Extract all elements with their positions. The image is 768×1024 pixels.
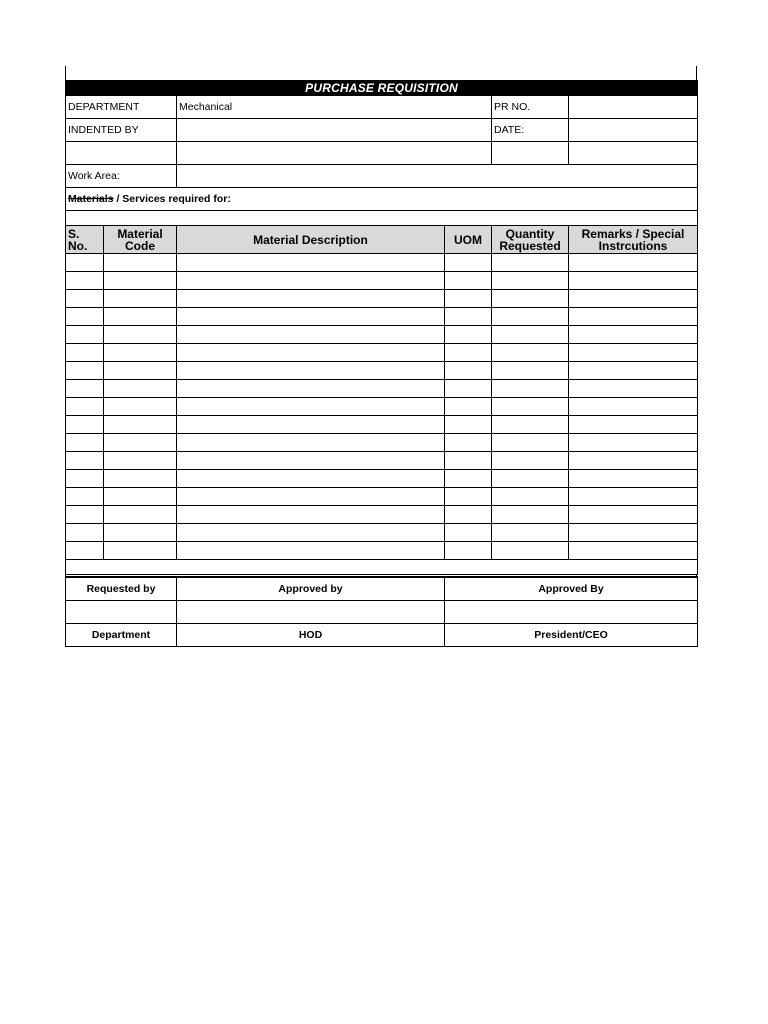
cell-qty[interactable] [492, 398, 569, 416]
cell-sno[interactable] [66, 398, 104, 416]
cell-remarks[interactable] [569, 398, 698, 416]
table-row [66, 542, 698, 560]
table-row [66, 470, 698, 488]
item-rows [66, 254, 698, 560]
cell-uom[interactable] [445, 488, 492, 506]
cell-desc[interactable] [177, 416, 445, 434]
cell-uom[interactable] [445, 362, 492, 380]
cell-uom[interactable] [445, 452, 492, 470]
approved-by-president-label: Approved By [445, 577, 698, 601]
cell-uom[interactable] [445, 524, 492, 542]
cell-uom[interactable] [445, 308, 492, 326]
work-area-label: Work Area: [66, 165, 177, 188]
cell-sno[interactable] [66, 488, 104, 506]
cell-uom[interactable] [445, 506, 492, 524]
cell-remarks[interactable] [569, 272, 698, 290]
blank-label-cell [66, 142, 177, 165]
cell-uom[interactable] [445, 470, 492, 488]
pr-no-field[interactable] [569, 96, 698, 119]
president-sign-label: President/CEO [445, 624, 698, 647]
signature-table [65, 576, 698, 647]
cell-remarks[interactable] [569, 506, 698, 524]
cell-code[interactable] [104, 380, 177, 398]
cell-desc[interactable] [177, 344, 445, 362]
services-required-label [66, 188, 698, 211]
cell-uom[interactable] [445, 290, 492, 308]
cell-remarks[interactable] [569, 434, 698, 452]
cell-code[interactable] [104, 488, 177, 506]
cell-remarks[interactable] [569, 308, 698, 326]
cell-sno[interactable] [66, 380, 104, 398]
cell-desc[interactable] [177, 524, 445, 542]
col-header-quantity: Quantity Requested [492, 226, 569, 254]
cell-code[interactable] [104, 308, 177, 326]
cell-remarks[interactable] [569, 290, 698, 308]
cell-qty[interactable] [492, 308, 569, 326]
cell-sno[interactable] [66, 272, 104, 290]
cell-qty[interactable] [492, 488, 569, 506]
table-row [66, 524, 698, 542]
col-header-material-description: Material Description [177, 226, 445, 254]
indented-by-label: INDENTED BY [66, 119, 177, 142]
cell-code[interactable] [104, 326, 177, 344]
cell-sno[interactable] [66, 362, 104, 380]
services-field[interactable] [66, 211, 698, 226]
cell-code[interactable] [104, 344, 177, 362]
cell-qty[interactable] [492, 362, 569, 380]
col-header-uom: UOM [445, 226, 492, 254]
table-row [66, 254, 698, 272]
cell-remarks[interactable] [569, 524, 698, 542]
cell-sno[interactable] [66, 524, 104, 542]
cell-code[interactable] [104, 254, 177, 272]
cell-qty[interactable] [492, 416, 569, 434]
cell-sno[interactable] [66, 344, 104, 362]
col-header-sno: S. No. [66, 226, 104, 254]
cell-uom[interactable] [445, 380, 492, 398]
col-header-remarks: Remarks / Special Instrcutions [569, 226, 698, 254]
cell-sno[interactable] [66, 254, 104, 272]
table-row [66, 506, 698, 524]
approved-by-president-signature[interactable] [445, 601, 698, 624]
cell-sno[interactable] [66, 416, 104, 434]
cell-desc[interactable] [177, 254, 445, 272]
approved-by-signature[interactable] [177, 601, 445, 624]
cell-sno[interactable] [66, 290, 104, 308]
cell-qty[interactable] [492, 254, 569, 272]
table-row [66, 380, 698, 398]
cell-code[interactable] [104, 524, 177, 542]
cell-remarks[interactable] [569, 470, 698, 488]
table-row [66, 344, 698, 362]
cell-code[interactable] [104, 362, 177, 380]
purchase-requisition-form [65, 66, 697, 647]
cell-code[interactable] [104, 506, 177, 524]
cell-desc[interactable] [177, 452, 445, 470]
services-text: Services required for: [122, 193, 231, 205]
cell-uom[interactable] [445, 416, 492, 434]
cell-remarks[interactable] [569, 326, 698, 344]
requested-by-signature[interactable] [66, 601, 177, 624]
date-field[interactable] [569, 119, 698, 142]
cell-code[interactable] [104, 290, 177, 308]
blank-label-cell-2 [492, 142, 569, 165]
cell-uom[interactable] [445, 344, 492, 362]
indented-by-field[interactable] [177, 119, 492, 142]
cell-uom[interactable] [445, 542, 492, 560]
cell-desc[interactable] [177, 488, 445, 506]
cell-sno[interactable] [66, 434, 104, 452]
cell-qty[interactable] [492, 524, 569, 542]
cell-code[interactable] [104, 272, 177, 290]
table-row [66, 308, 698, 326]
footer-blank-row [66, 560, 698, 575]
cell-desc[interactable] [177, 362, 445, 380]
cell-sno[interactable] [66, 506, 104, 524]
cell-desc[interactable] [177, 434, 445, 452]
cell-sno[interactable] [66, 308, 104, 326]
date-label: DATE: [492, 119, 569, 142]
cell-qty[interactable] [492, 326, 569, 344]
cell-desc[interactable] [177, 542, 445, 560]
requested-by-label: Requested by [66, 577, 177, 601]
cell-sno[interactable] [66, 452, 104, 470]
col-header-material-code: Material Code [104, 226, 177, 254]
table-row [66, 362, 698, 380]
blank-field-cell-2[interactable] [569, 142, 698, 165]
cell-qty[interactable] [492, 542, 569, 560]
cell-uom[interactable] [445, 254, 492, 272]
cell-desc[interactable] [177, 290, 445, 308]
table-row [66, 398, 698, 416]
cell-desc[interactable] [177, 398, 445, 416]
cell-remarks[interactable] [569, 362, 698, 380]
table-row [66, 416, 698, 434]
approved-by-label: Approved by [177, 577, 445, 601]
table-row [66, 290, 698, 308]
table-row [66, 434, 698, 452]
cell-desc[interactable] [177, 272, 445, 290]
cell-remarks[interactable] [569, 416, 698, 434]
hod-sign-label: HOD [177, 624, 445, 647]
cell-desc[interactable] [177, 506, 445, 524]
cell-qty[interactable] [492, 470, 569, 488]
table-row [66, 326, 698, 344]
department-field[interactable]: Mechanical [177, 96, 492, 119]
cell-code[interactable] [104, 470, 177, 488]
cell-remarks[interactable] [569, 542, 698, 560]
cell-remarks[interactable] [569, 488, 698, 506]
cell-qty[interactable] [492, 272, 569, 290]
cell-remarks[interactable] [569, 380, 698, 398]
cell-uom[interactable] [445, 398, 492, 416]
cell-remarks[interactable] [569, 452, 698, 470]
cell-qty[interactable] [492, 290, 569, 308]
cell-uom[interactable] [445, 434, 492, 452]
cell-uom[interactable] [445, 326, 492, 344]
cell-desc[interactable] [177, 470, 445, 488]
table-row [66, 488, 698, 506]
pr-no-label: PR NO. [492, 96, 569, 119]
table-row [66, 272, 698, 290]
cell-desc[interactable] [177, 308, 445, 326]
cell-qty[interactable] [492, 380, 569, 398]
cell-remarks[interactable] [569, 344, 698, 362]
form-title: PURCHASE REQUISITION [66, 81, 698, 96]
cell-uom[interactable] [445, 272, 492, 290]
cell-qty[interactable] [492, 452, 569, 470]
cell-sno[interactable] [66, 542, 104, 560]
header-table [65, 80, 698, 575]
cell-qty[interactable] [492, 434, 569, 452]
blank-field-cell[interactable] [177, 142, 492, 165]
cell-code[interactable] [104, 434, 177, 452]
materials-separator: / [113, 193, 123, 205]
cell-code[interactable] [104, 398, 177, 416]
cell-code[interactable] [104, 452, 177, 470]
cell-qty[interactable] [492, 344, 569, 362]
department-sign-label: Department [66, 624, 177, 647]
work-area-field[interactable] [177, 165, 698, 188]
cell-qty[interactable] [492, 506, 569, 524]
cell-code[interactable] [104, 542, 177, 560]
cell-desc[interactable] [177, 326, 445, 344]
table-row [66, 452, 698, 470]
cell-desc[interactable] [177, 380, 445, 398]
department-label: DEPARTMENT [66, 96, 177, 119]
cell-sno[interactable] [66, 326, 104, 344]
materials-struck-text: Materials [68, 193, 114, 205]
cell-code[interactable] [104, 416, 177, 434]
top-frame-line [65, 66, 697, 80]
cell-remarks[interactable] [569, 254, 698, 272]
cell-sno[interactable] [66, 470, 104, 488]
